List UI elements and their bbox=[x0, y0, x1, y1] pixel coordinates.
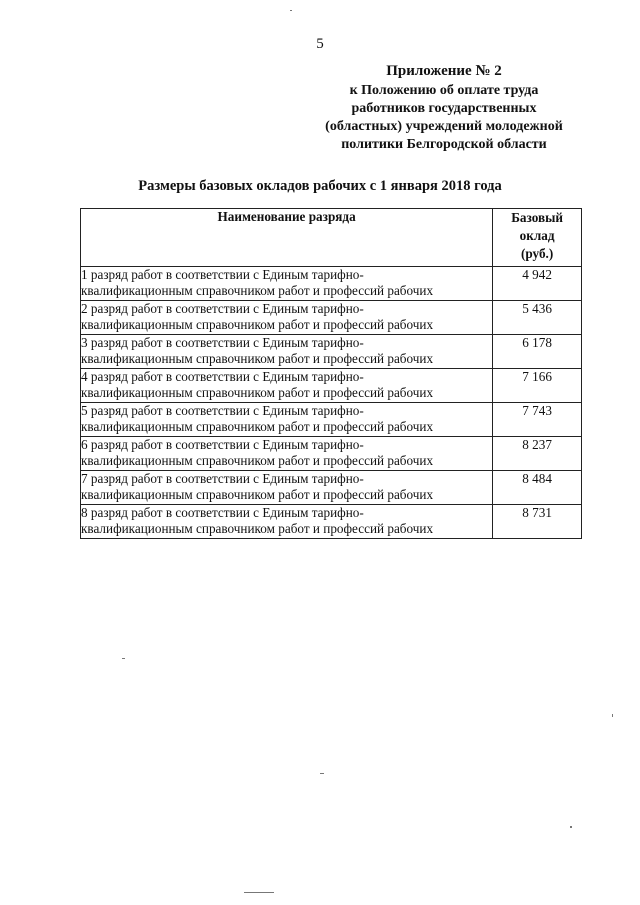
row-name-line: 3 разряд работ в соответствии с Единым тарифно- bbox=[81, 335, 364, 350]
table-row bbox=[81, 267, 582, 301]
document-title: Размеры базовых окладов рабочих с 1 января 2018 года bbox=[138, 178, 502, 194]
row-name-line: квалификационным справочником работ и профессий рабочих bbox=[81, 487, 434, 502]
row-name-line: квалификационным справочником работ и профессий рабочих bbox=[81, 385, 434, 400]
row-name-cell bbox=[81, 403, 493, 437]
row-salary-cell: 7 743 bbox=[493, 403, 582, 437]
row-salary-cell: 8 731 bbox=[493, 505, 582, 539]
header-salary bbox=[493, 209, 582, 267]
row-name-cell bbox=[81, 505, 493, 539]
row-name-line: 1 разряд работ в соответствии с Единым тарифно- bbox=[81, 267, 364, 282]
appendix-header bbox=[304, 62, 584, 154]
row-name-line: 2 разряд работ в соответствии с Единым тарифно- bbox=[81, 301, 364, 316]
row-name-line: квалификационным справочником работ и профессий рабочих bbox=[81, 521, 434, 536]
appendix-line: политики Белгородской области bbox=[341, 137, 547, 152]
header-salary-line: (руб.) bbox=[520, 246, 554, 261]
row-salary-cell: 5 436 bbox=[493, 301, 582, 335]
scan-speck bbox=[122, 658, 125, 659]
table-row bbox=[81, 471, 582, 505]
appendix-line: работников государственных bbox=[351, 101, 537, 116]
salary-table bbox=[80, 208, 582, 539]
row-salary-cell: 4 942 bbox=[493, 267, 582, 301]
row-name-line: 8 разряд работ в соответствии с Единым тарифно- bbox=[81, 505, 364, 520]
row-name-line: квалификационным справочником работ и профессий рабочих bbox=[81, 453, 434, 468]
table-row bbox=[81, 403, 582, 437]
table-header-row bbox=[81, 209, 582, 267]
scan-speck bbox=[320, 773, 324, 774]
row-salary-cell: 8 484 bbox=[493, 471, 582, 505]
row-name-line: 5 разряд работ в соответствии с Единым тарифно- bbox=[81, 403, 364, 418]
row-name-line: квалификационным справочником работ и профессий рабочих bbox=[81, 351, 434, 366]
scan-speck bbox=[244, 892, 274, 893]
table-row bbox=[81, 437, 582, 471]
row-salary-cell: 8 237 bbox=[493, 437, 582, 471]
appendix-line: (областных) учреждений молодежной bbox=[325, 119, 563, 134]
table-row bbox=[81, 335, 582, 369]
header-salary-line: Базовый bbox=[511, 210, 564, 225]
header-salary-line: оклад bbox=[519, 228, 555, 243]
row-salary-cell: 7 166 bbox=[493, 369, 582, 403]
row-salary-cell: 6 178 bbox=[493, 335, 582, 369]
page-number: 5 bbox=[316, 36, 324, 52]
row-name-cell bbox=[81, 301, 493, 335]
row-name-cell bbox=[81, 267, 493, 301]
appendix-title: Приложение № 2 bbox=[386, 63, 502, 79]
row-name-cell bbox=[81, 335, 493, 369]
row-name-cell bbox=[81, 437, 493, 471]
table-row bbox=[81, 369, 582, 403]
scan-speck bbox=[612, 714, 613, 717]
row-name-line: квалификационным справочником работ и профессий рабочих bbox=[81, 317, 434, 332]
row-name-line: 4 разряд работ в соответствии с Единым тарифно- bbox=[81, 369, 364, 384]
row-name-cell bbox=[81, 369, 493, 403]
row-name-cell bbox=[81, 471, 493, 505]
row-name-line: 7 разряд работ в соответствии с Единым тарифно- bbox=[81, 471, 364, 486]
row-name-line: квалификационным справочником работ и профессий рабочих bbox=[81, 283, 434, 298]
scan-speck bbox=[290, 10, 292, 11]
table-row bbox=[81, 301, 582, 335]
appendix-line: к Положению об оплате труда bbox=[349, 83, 539, 98]
header-name: Наименование разряда bbox=[81, 209, 493, 267]
table-row bbox=[81, 505, 582, 539]
scan-speck bbox=[570, 826, 572, 828]
row-name-line: квалификационным справочником работ и профессий рабочих bbox=[81, 419, 434, 434]
row-name-line: 6 разряд работ в соответствии с Единым тарифно- bbox=[81, 437, 364, 452]
